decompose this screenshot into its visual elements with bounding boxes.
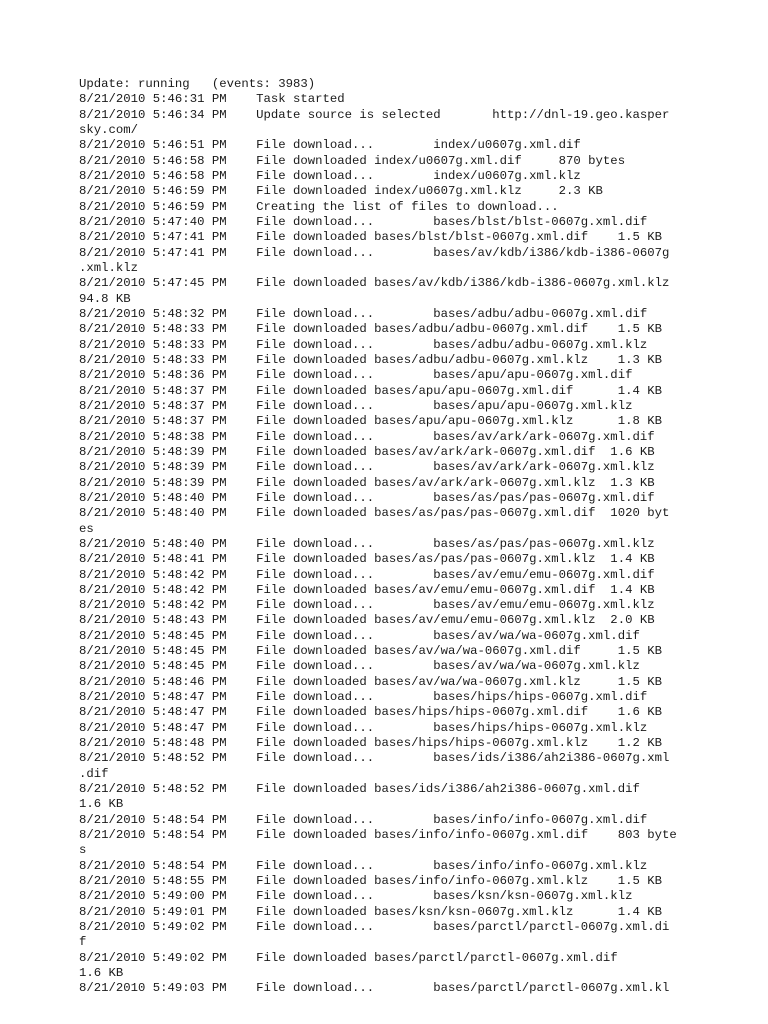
log-line: 8/21/2010 5:48:33 PM File download... bases/adbu/adbu-0607g.xml.klz — [79, 337, 648, 352]
log-line: s — [79, 843, 87, 858]
log-line: sky.com/ — [79, 122, 139, 137]
log-line: 8/21/2010 5:48:40 PM File download... bases/as/pas/pas-0607g.xml.klz — [79, 536, 655, 551]
log-line: 8/21/2010 5:48:52 PM File downloaded bases/ids/i386/ah2i386-0607g.xml.dif — [79, 782, 640, 797]
log-line: 8/21/2010 5:49:03 PM File download... bases/parctl/parctl-0607g.xml.kl — [79, 981, 670, 996]
log-line: 8/21/2010 5:48:41 PM File downloaded bases/as/pas/pas-0607g.xml.klz 1.4 KB — [79, 552, 655, 567]
log-line: 8/21/2010 5:48:39 PM File downloaded bases/av/ark/ark-0607g.xml.dif 1.6 KB — [79, 444, 655, 459]
log-line: 8/21/2010 5:47:41 PM File downloaded bases/blst/blst-0607g.xml.dif 1.5 KB — [79, 230, 662, 245]
log-line: 8/21/2010 5:46:58 PM File downloaded index/u0607g.xml.dif 870 bytes — [79, 153, 626, 168]
log-line: 94.8 KB — [79, 291, 131, 306]
log-line: 8/21/2010 5:48:42 PM File download... bases/av/emu/emu-0607g.xml.klz — [79, 598, 655, 613]
log-line: 8/21/2010 5:48:37 PM File downloaded bases/apu/apu-0607g.xml.klz 1.8 KB — [79, 414, 662, 429]
log-line: 8/21/2010 5:48:40 PM File downloaded bases/as/pas/pas-0607g.xml.dif 1020 byt — [79, 506, 670, 521]
log-line: 8/21/2010 5:47:41 PM File download... bases/av/kdb/i386/kdb-i386-0607g — [79, 245, 670, 260]
log-line: 1.6 KB — [79, 966, 124, 981]
log-line: 8/21/2010 5:48:54 PM File downloaded bases/info/info-0607g.xml.dif 803 byte — [79, 828, 677, 843]
log-line: 8/21/2010 5:48:42 PM File download... bases/av/emu/emu-0607g.xml.dif — [79, 567, 655, 582]
log-line: 8/21/2010 5:46:59 PM Creating the list of files to download... — [79, 199, 559, 214]
log-line: 8/21/2010 5:48:47 PM File downloaded bases/hips/hips-0607g.xml.dif 1.6 KB — [79, 705, 662, 720]
log-line: .xml.klz — [79, 260, 139, 275]
log-line: 8/21/2010 5:46:58 PM File download... index/u0607g.xml.klz — [79, 168, 581, 183]
log-line: 8/21/2010 5:48:37 PM File downloaded bases/apu/apu-0607g.xml.dif 1.4 KB — [79, 383, 662, 398]
log-line: 8/21/2010 5:48:45 PM File downloaded bases/av/wa/wa-0607g.xml.dif 1.5 KB — [79, 644, 662, 659]
log-line: 8/21/2010 5:48:45 PM File download... bases/av/wa/wa-0607g.xml.dif — [79, 628, 640, 643]
log-line: 8/21/2010 5:48:54 PM File download... bases/info/info-0607g.xml.klz — [79, 858, 648, 873]
log-line: 8/21/2010 5:47:40 PM File download... bases/blst/blst-0607g.xml.dif — [79, 214, 648, 229]
log-line: 8/21/2010 5:48:33 PM File downloaded bases/adbu/adbu-0607g.xml.dif 1.5 KB — [79, 322, 662, 337]
log-line: 8/21/2010 5:46:59 PM File downloaded index/u0607g.xml.klz 2.3 KB — [79, 184, 603, 199]
log-line: 8/21/2010 5:48:39 PM File downloaded bases/av/ark/ark-0607g.xml.klz 1.3 KB — [79, 475, 655, 490]
log-line: 1.6 KB — [79, 797, 124, 812]
log-line: 8/21/2010 5:48:32 PM File download... bases/adbu/adbu-0607g.xml.dif — [79, 306, 648, 321]
log-line: 8/21/2010 5:48:45 PM File download... bases/av/wa/wa-0607g.xml.klz — [79, 659, 640, 674]
log-header: Update: running (events: 3983) — [79, 77, 316, 91]
log-line: 8/21/2010 5:46:51 PM File download... index/u0607g.xml.dif — [79, 138, 581, 153]
log-line: 8/21/2010 5:49:01 PM File downloaded bases/ksn/ksn-0607g.xml.klz 1.4 KB — [79, 904, 662, 919]
log-line: 8/21/2010 5:48:54 PM File download... bases/info/info-0607g.xml.dif — [79, 812, 648, 827]
log-line: 8/21/2010 5:48:36 PM File download... bases/apu/apu-0607g.xml.dif — [79, 368, 633, 383]
log-line: 8/21/2010 5:46:34 PM Update source is selected http://dnl-19.geo.kasper — [79, 107, 670, 122]
log-line: 8/21/2010 5:48:55 PM File downloaded bases/info/info-0607g.xml.klz 1.5 KB — [79, 874, 662, 889]
log-line: 8/21/2010 5:48:48 PM File downloaded bases/hips/hips-0607g.xml.klz 1.2 KB — [79, 736, 662, 751]
log-line: f — [79, 935, 87, 950]
log-line: 8/21/2010 5:48:47 PM File download... bases/hips/hips-0607g.xml.dif — [79, 690, 648, 705]
log-line: 8/21/2010 5:48:42 PM File downloaded bases/av/emu/emu-0607g.xml.dif 1.4 KB — [79, 582, 655, 597]
log-line: 8/21/2010 5:48:40 PM File download... bases/as/pas/pas-0607g.xml.dif — [79, 490, 655, 505]
log-line: .dif — [79, 766, 109, 781]
log-line: 8/21/2010 5:48:38 PM File download... bases/av/ark/ark-0607g.xml.dif — [79, 429, 655, 444]
log-line: 8/21/2010 5:48:47 PM File download... bases/hips/hips-0607g.xml.klz — [79, 720, 648, 735]
log-line: es — [79, 521, 94, 536]
log-line: 8/21/2010 5:49:02 PM File downloaded bases/parctl/parctl-0607g.xml.dif — [79, 950, 618, 965]
log-line: 8/21/2010 5:48:43 PM File downloaded bases/av/emu/emu-0607g.xml.klz 2.0 KB — [79, 613, 655, 628]
log-line: 8/21/2010 5:48:46 PM File downloaded bases/av/wa/wa-0607g.xml.klz 1.5 KB — [79, 674, 662, 689]
update-log — [79, 77, 699, 997]
log-line: 8/21/2010 5:48:37 PM File download... bases/apu/apu-0607g.xml.klz — [79, 398, 633, 413]
log-line: 8/21/2010 5:49:00 PM File download... bases/ksn/ksn-0607g.xml.klz — [79, 889, 633, 904]
log-line: 8/21/2010 5:49:02 PM File download... bases/parctl/parctl-0607g.xml.di — [79, 920, 670, 935]
log-line: 8/21/2010 5:48:39 PM File download... bases/av/ark/ark-0607g.xml.klz — [79, 460, 655, 475]
log-line: 8/21/2010 5:48:52 PM File download... bases/ids/i386/ah2i386-0607g.xml — [79, 751, 670, 766]
log-line: 8/21/2010 5:46:31 PM Task started — [79, 92, 345, 107]
log-line: 8/21/2010 5:48:33 PM File downloaded bases/adbu/adbu-0607g.xml.klz 1.3 KB — [79, 352, 662, 367]
log-line: 8/21/2010 5:47:45 PM File downloaded bases/av/kdb/i386/kdb-i386-0607g.xml.klz — [79, 276, 670, 291]
